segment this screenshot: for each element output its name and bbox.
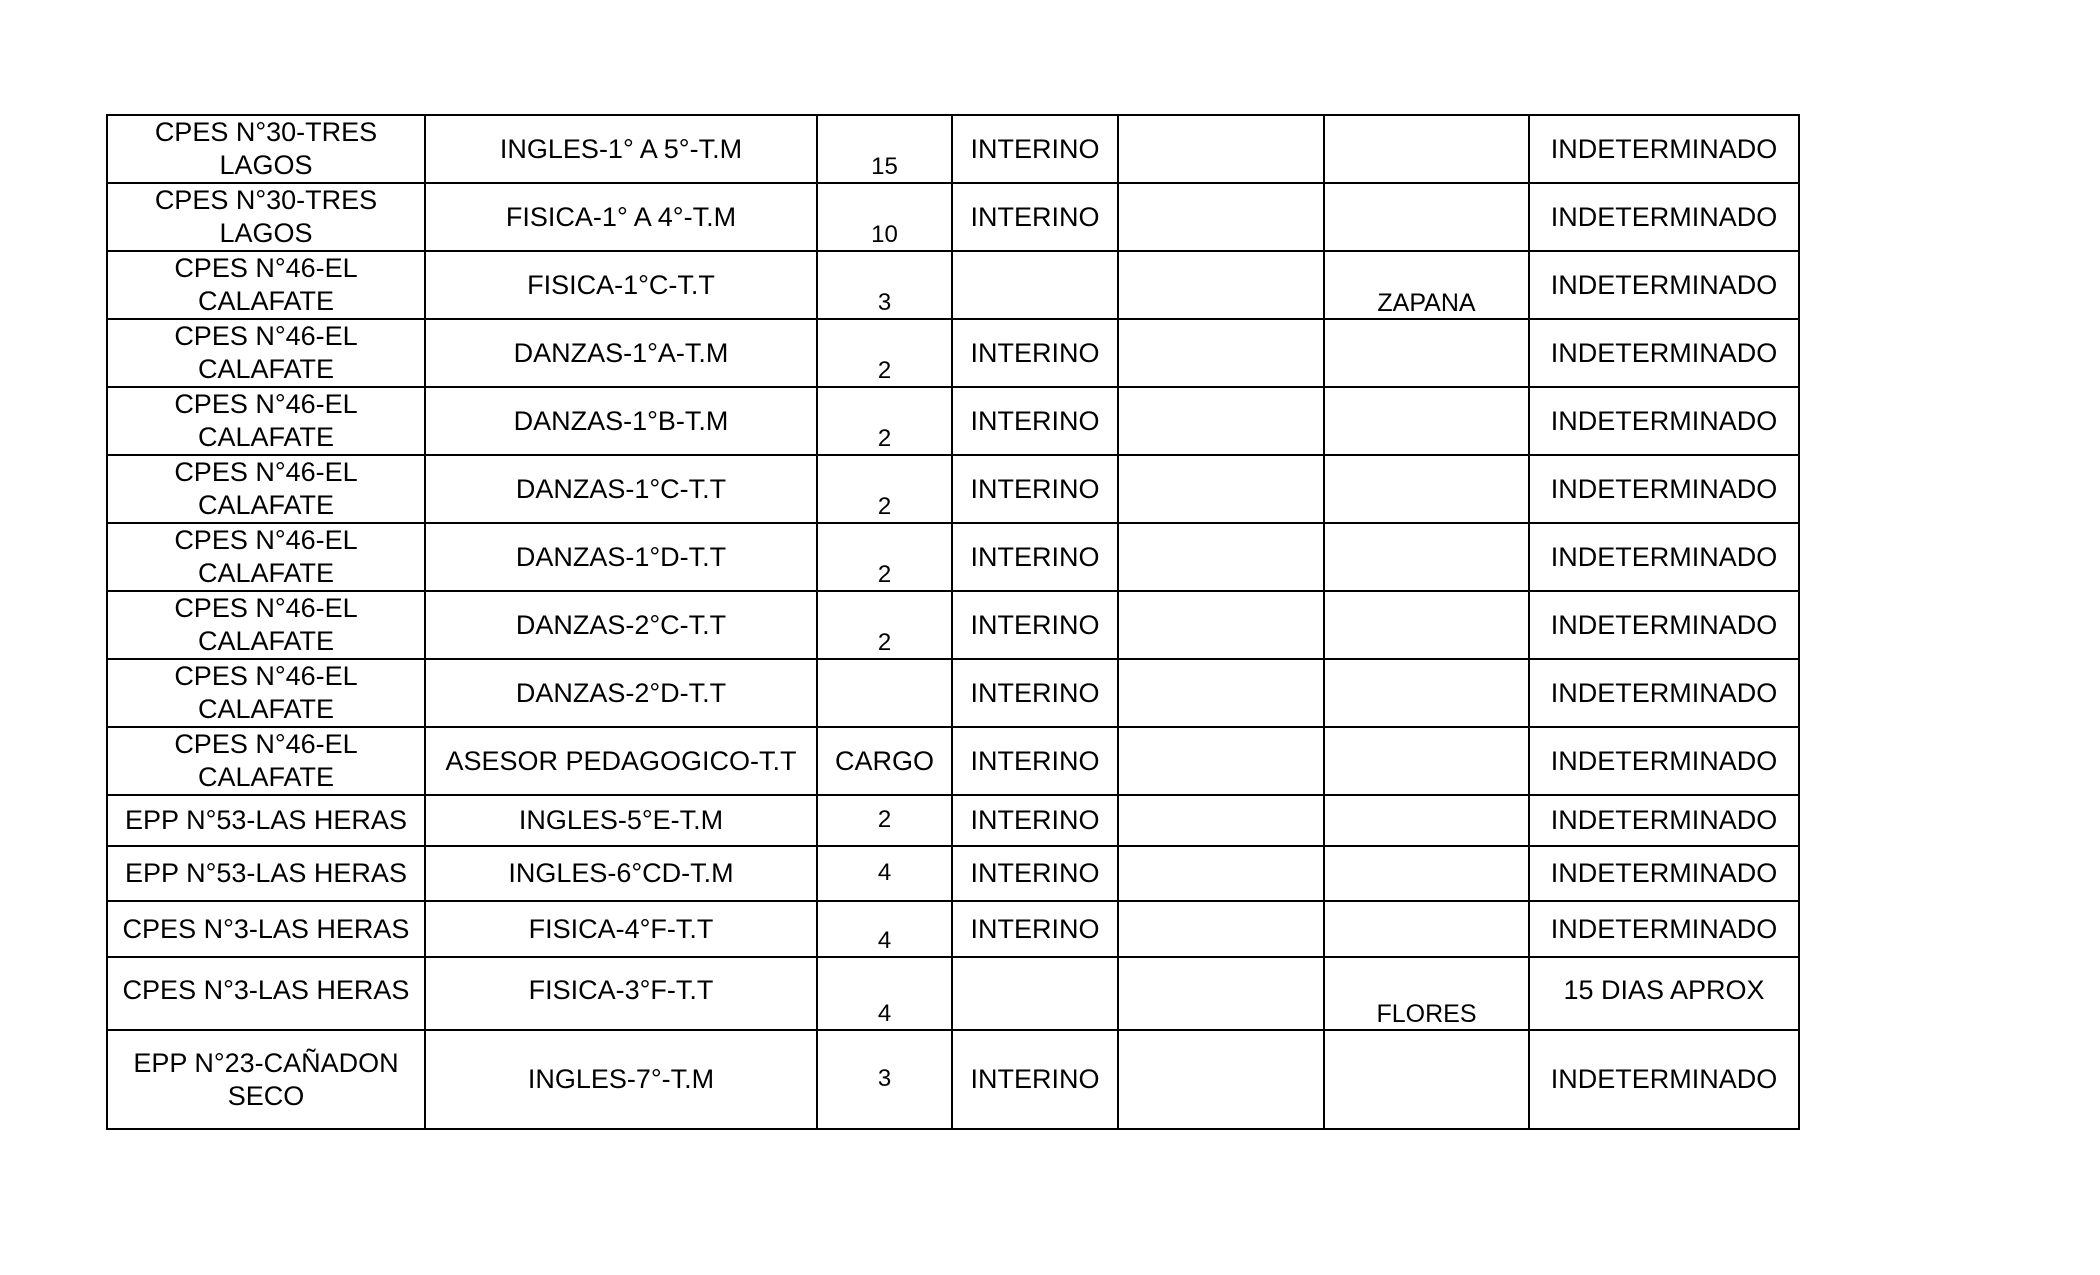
table-row xyxy=(107,523,1799,591)
vacancies-table xyxy=(106,114,1800,1130)
table-row xyxy=(107,251,1799,319)
status-cell xyxy=(952,957,1118,1030)
duration-cell: INDETERMINADO xyxy=(1529,1030,1799,1129)
subject-cell: FISICA-3°F-T.T xyxy=(425,957,817,1030)
substitute-cell: FLORES xyxy=(1324,957,1529,1030)
hours-cell xyxy=(817,659,952,727)
hours-cell: 2 xyxy=(817,387,952,455)
empty-cell xyxy=(1118,1030,1324,1129)
table-row xyxy=(107,727,1799,795)
table-row xyxy=(107,957,1799,1030)
substitute-cell xyxy=(1324,795,1529,846)
substitute-cell xyxy=(1324,523,1529,591)
duration-cell: 15 DIAS APROX xyxy=(1529,957,1799,1030)
substitute-cell xyxy=(1324,846,1529,901)
empty-cell xyxy=(1118,659,1324,727)
table-row xyxy=(107,591,1799,659)
subject-cell: INGLES-1° A 5°-T.M xyxy=(425,115,817,183)
substitute-cell xyxy=(1324,183,1529,251)
status-cell: INTERINO xyxy=(952,319,1118,387)
subject-cell: DANZAS-2°C-T.T xyxy=(425,591,817,659)
status-cell: INTERINO xyxy=(952,115,1118,183)
table-row xyxy=(107,795,1799,846)
school-cell: CPES N°46-EL CALAFATE xyxy=(107,659,425,727)
duration-cell: INDETERMINADO xyxy=(1529,183,1799,251)
subject-cell: DANZAS-1°B-T.M xyxy=(425,387,817,455)
status-cell: INTERINO xyxy=(952,591,1118,659)
subject-cell: INGLES-6°CD-T.M xyxy=(425,846,817,901)
duration-cell: INDETERMINADO xyxy=(1529,591,1799,659)
duration-cell: INDETERMINADO xyxy=(1529,319,1799,387)
duration-cell: INDETERMINADO xyxy=(1529,251,1799,319)
duration-cell: INDETERMINADO xyxy=(1529,387,1799,455)
substitute-cell xyxy=(1324,659,1529,727)
duration-cell: INDETERMINADO xyxy=(1529,795,1799,846)
subject-cell: FISICA-4°F-T.T xyxy=(425,901,817,957)
hours-cell: 2 xyxy=(817,455,952,523)
school-cell: CPES N°46-EL CALAFATE xyxy=(107,727,425,795)
substitute-cell xyxy=(1324,591,1529,659)
hours-cell: 15 xyxy=(817,115,952,183)
substitute-cell xyxy=(1324,455,1529,523)
hours-cell: 2 xyxy=(817,319,952,387)
status-cell: INTERINO xyxy=(952,795,1118,846)
school-cell: CPES N°46-EL CALAFATE xyxy=(107,251,425,319)
substitute-cell xyxy=(1324,387,1529,455)
status-cell: INTERINO xyxy=(952,183,1118,251)
school-cell: CPES N°3-LAS HERAS xyxy=(107,957,425,1030)
school-cell: CPES N°30-TRES LAGOS xyxy=(107,115,425,183)
table-row xyxy=(107,319,1799,387)
subject-cell: INGLES-7°-T.M xyxy=(425,1030,817,1129)
hours-cell: CARGO xyxy=(817,727,952,795)
subject-cell: DANZAS-1°C-T.T xyxy=(425,455,817,523)
school-cell: CPES N°46-EL CALAFATE xyxy=(107,319,425,387)
hours-cell: 2 xyxy=(817,523,952,591)
table-row xyxy=(107,387,1799,455)
empty-cell xyxy=(1118,183,1324,251)
hours-cell: 3 xyxy=(817,1030,952,1129)
school-cell: CPES N°3-LAS HERAS xyxy=(107,901,425,957)
duration-cell: INDETERMINADO xyxy=(1529,727,1799,795)
hours-cell: 10 xyxy=(817,183,952,251)
hours-cell: 4 xyxy=(817,846,952,901)
school-cell: CPES N°30-TRES LAGOS xyxy=(107,183,425,251)
subject-cell: FISICA-1°C-T.T xyxy=(425,251,817,319)
substitute-cell: ZAPANA xyxy=(1324,251,1529,319)
status-cell: INTERINO xyxy=(952,901,1118,957)
empty-cell xyxy=(1118,455,1324,523)
subject-cell: DANZAS-1°A-T.M xyxy=(425,319,817,387)
empty-cell xyxy=(1118,957,1324,1030)
substitute-cell xyxy=(1324,901,1529,957)
subject-cell: DANZAS-2°D-T.T xyxy=(425,659,817,727)
status-cell: INTERINO xyxy=(952,387,1118,455)
substitute-cell xyxy=(1324,1030,1529,1129)
status-cell: INTERINO xyxy=(952,727,1118,795)
school-cell: CPES N°46-EL CALAFATE xyxy=(107,387,425,455)
subject-cell: INGLES-5°E-T.M xyxy=(425,795,817,846)
status-cell: INTERINO xyxy=(952,455,1118,523)
table-body xyxy=(107,115,1799,1129)
empty-cell xyxy=(1118,387,1324,455)
empty-cell xyxy=(1118,846,1324,901)
duration-cell: INDETERMINADO xyxy=(1529,523,1799,591)
duration-cell: INDETERMINADO xyxy=(1529,455,1799,523)
status-cell: INTERINO xyxy=(952,1030,1118,1129)
hours-cell: 4 xyxy=(817,901,952,957)
table-row xyxy=(107,846,1799,901)
table-row xyxy=(107,1030,1799,1129)
table-row xyxy=(107,901,1799,957)
empty-cell xyxy=(1118,901,1324,957)
table-row xyxy=(107,659,1799,727)
empty-cell xyxy=(1118,319,1324,387)
hours-cell: 2 xyxy=(817,795,952,846)
empty-cell xyxy=(1118,795,1324,846)
duration-cell: INDETERMINADO xyxy=(1529,659,1799,727)
school-cell: CPES N°46-EL CALAFATE xyxy=(107,591,425,659)
table-row xyxy=(107,183,1799,251)
hours-cell: 2 xyxy=(817,591,952,659)
duration-cell: INDETERMINADO xyxy=(1529,115,1799,183)
duration-cell: INDETERMINADO xyxy=(1529,901,1799,957)
empty-cell xyxy=(1118,251,1324,319)
table-row xyxy=(107,115,1799,183)
empty-cell xyxy=(1118,727,1324,795)
substitute-cell xyxy=(1324,319,1529,387)
table-row xyxy=(107,455,1799,523)
hours-cell: 3 xyxy=(817,251,952,319)
duration-cell: INDETERMINADO xyxy=(1529,846,1799,901)
school-cell: EPP N°53-LAS HERAS xyxy=(107,795,425,846)
subject-cell: DANZAS-1°D-T.T xyxy=(425,523,817,591)
status-cell: INTERINO xyxy=(952,523,1118,591)
empty-cell xyxy=(1118,115,1324,183)
empty-cell xyxy=(1118,591,1324,659)
substitute-cell xyxy=(1324,727,1529,795)
substitute-cell xyxy=(1324,115,1529,183)
subject-cell: ASESOR PEDAGOGICO-T.T xyxy=(425,727,817,795)
school-cell: EPP N°53-LAS HERAS xyxy=(107,846,425,901)
status-cell xyxy=(952,251,1118,319)
status-cell: INTERINO xyxy=(952,846,1118,901)
hours-cell: 4 xyxy=(817,957,952,1030)
school-cell: EPP N°23-CAÑADON SECO xyxy=(107,1030,425,1129)
subject-cell: FISICA-1° A 4°-T.M xyxy=(425,183,817,251)
empty-cell xyxy=(1118,523,1324,591)
school-cell: CPES N°46-EL CALAFATE xyxy=(107,455,425,523)
school-cell: CPES N°46-EL CALAFATE xyxy=(107,523,425,591)
status-cell: INTERINO xyxy=(952,659,1118,727)
